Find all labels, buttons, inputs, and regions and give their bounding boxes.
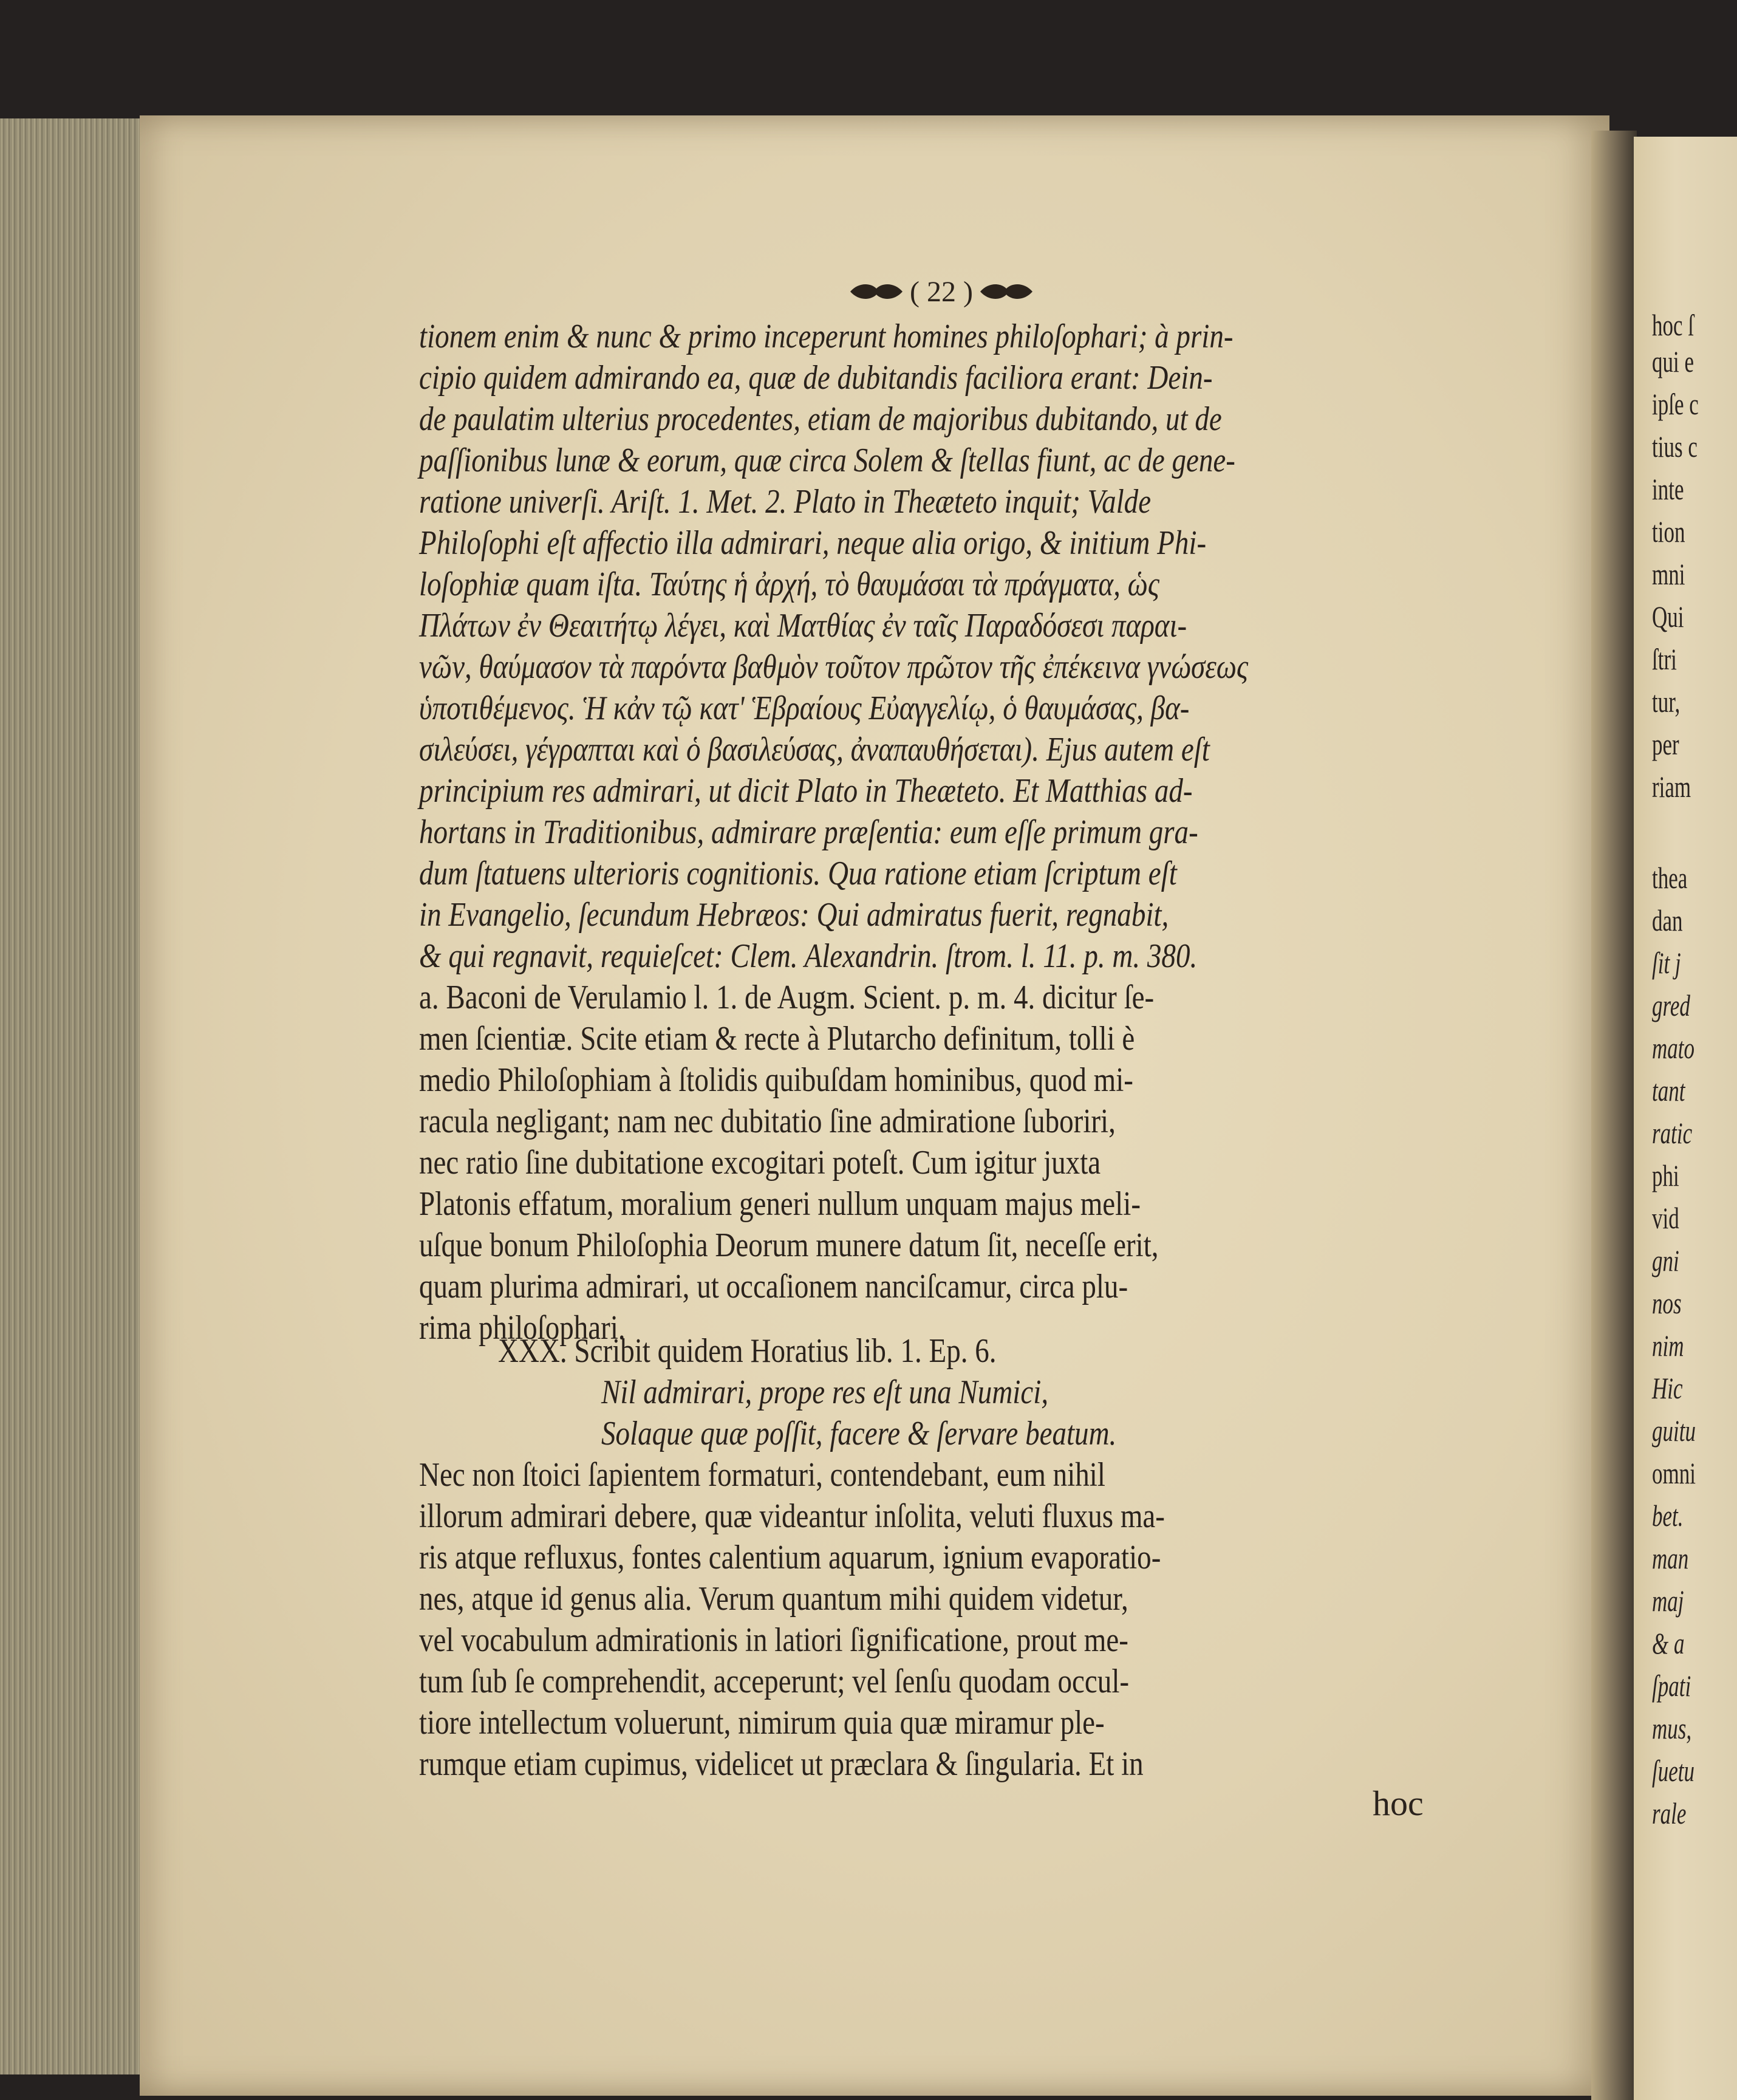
text-line: & qui regnavit, requieſcet: Clem. Alexandrin. ſtrom. l. 11. p. m. 380. <box>419 937 1198 975</box>
text-line: quam plurima admirari, ut occaſionem nanciſcamur, circa plu- <box>419 1268 1128 1305</box>
text-line: rumque etiam cupimus, videlicet ut præclara & ſingularia. Et in <box>419 1745 1144 1783</box>
text-line: men ſcientiæ. Scite etiam & recte à Plutarcho definitum, tolli è <box>419 1020 1135 1058</box>
text-line: Philoſophi eſt affectio illa admirari, neque alia origo, & initium Phi- <box>419 524 1207 562</box>
facing-line: hoc ſ <box>1652 308 1694 342</box>
right-ornament-icon <box>979 281 1034 302</box>
facing-line: riam <box>1652 770 1691 804</box>
greek-line: ὑποτιθέμενος. Ἡ κἀν τῷ κατ' Ἑβραίους Εὐαγγελίῳ, ὁ θαυμάσας, βα- <box>419 689 1190 727</box>
text-line: tum ſub ſe comprehendit, acceperunt; vel ſenſu quodam occul- <box>419 1663 1130 1700</box>
facing-line: ratic <box>1652 1116 1693 1150</box>
text-line: paſſionibus lunæ & eorum, quæ circa Solem & ſtellas fiunt, ac de gene- <box>419 442 1235 479</box>
running-head <box>814 267 1069 316</box>
text-line: dum ſtatuens ulterioris cognitionis. Qua ratione etiam ſcriptum eſt <box>419 855 1177 892</box>
facing-line: thea <box>1652 861 1688 895</box>
facing-line: vid <box>1652 1201 1679 1235</box>
page-edges <box>0 118 148 2074</box>
facing-line: mni <box>1652 557 1685 591</box>
text-line: nec ratio ſine dubitatione excogitari poteſt. Cum igitur juxta <box>419 1144 1101 1182</box>
greek-line: σιλεύσει, γέγραπται καὶ ὁ βασιλεύσας, ἀναπαυθήσεται). Ejus autem eſt <box>419 731 1210 768</box>
text-line: in Evangelio, ſecundum Hebræos: Qui admiratus fuerit, regnabit, <box>419 896 1169 934</box>
catchword: hoc <box>1373 1784 1424 1823</box>
facing-line: nim <box>1652 1329 1684 1363</box>
text-line: medio Philoſophiam à ſtolidis quibuſdam hominibus, quod mi- <box>419 1061 1133 1099</box>
left-ornament-icon <box>849 281 904 302</box>
text-line: cipio quidem admirando ea, quæ de dubitandis faciliora erant: Dein- <box>419 359 1213 397</box>
facing-line: ſtri <box>1652 642 1677 676</box>
facing-line: gred <box>1652 988 1690 1022</box>
right-page-fragment <box>1634 137 1737 2100</box>
text-line: rima philoſophari. <box>419 1309 626 1347</box>
facing-line: tius c <box>1652 429 1698 463</box>
book-gutter <box>1591 131 1637 2100</box>
text-line: Nec non ſtoici ſapientem formaturi, contendebant, eum nihil <box>419 1456 1105 1494</box>
verse-line: Nil admirari, prope res eſt una Numici, <box>601 1373 1049 1411</box>
facing-line: ſuetu <box>1652 1754 1694 1788</box>
facing-line: ſpati <box>1652 1669 1691 1703</box>
facing-line: guitu <box>1652 1414 1696 1448</box>
text-line: loſophiæ quam iſta. Ταύτης ἡ ἀρχή, τὸ θαυμάσαι τὰ πράγματα, ὡς <box>419 566 1159 603</box>
facing-line: phi <box>1652 1158 1679 1192</box>
facing-line: tant <box>1652 1073 1685 1107</box>
greek-line: Πλάτων ἐν Θεαιτήτῳ λέγει, καὶ Ματθίας ἐν ταῖς Παραδόσεσι παραι- <box>419 607 1187 645</box>
text-line: a. Baconi de Verulamio l. 1. de Augm. Scient. p. m. 4. dicitur ſe- <box>419 979 1155 1016</box>
text-line: vel vocabulum admirationis in latiori ſignificatione, prout me- <box>419 1621 1128 1659</box>
facing-line: & a <box>1652 1626 1685 1660</box>
text-line: nes, atque id genus alia. Verum quantum mihi quidem videtur, <box>419 1580 1128 1618</box>
verse-line: Solaque quæ poſſit, facere & ſervare beatum. <box>601 1415 1117 1452</box>
page-number-wrap: ( 22 ) <box>910 275 973 308</box>
text-line: tiore intellectum voluerunt, nimirum quia quæ miramur ple- <box>419 1704 1105 1742</box>
facing-line: rale <box>1652 1796 1687 1830</box>
facing-line: bet. <box>1652 1499 1684 1533</box>
text-line: ris atque refluxus, fontes calentium aquarum, ignium evaporatio- <box>419 1539 1161 1576</box>
facing-line: ſit j <box>1652 946 1681 980</box>
text-line: de paulatim ulterius procedentes, etiam de majoribus dubitando, ut de <box>419 400 1222 438</box>
facing-line: mus, <box>1652 1711 1692 1745</box>
text-line: Platonis effatum, moralium generi nullum unquam majus meli- <box>419 1185 1141 1223</box>
facing-line: ipſe c <box>1652 387 1699 421</box>
text-line: illorum admirari debere, quæ videantur inſolita, veluti fluxus ma- <box>419 1497 1165 1535</box>
text-line: principium res admirari, ut dicit Plato in Theæteto. Et Matthias ad- <box>419 772 1193 810</box>
text-line: hortans in Traditionibus, admirare præſentia: eum eſſe primum gra- <box>419 813 1198 851</box>
facing-line: mato <box>1652 1031 1694 1065</box>
facing-line: per <box>1652 727 1679 761</box>
facing-line: gni <box>1652 1243 1679 1277</box>
facing-line: man <box>1652 1541 1689 1575</box>
section-heading: XXX. Scribit quidem Horatius lib. 1. Ep. 6. <box>498 1332 997 1370</box>
text-line: ratione univerſi. Ariſt. 1. Met. 2. Plato in Theæteto inquit; Valde <box>419 483 1152 521</box>
page-number: 22 <box>927 275 956 308</box>
text-line: uſque bonum Philoſophia Deorum munere datum ſit, neceſſe erit, <box>419 1226 1159 1264</box>
greek-line: νῶν, θαύμασον τὰ παρόντα βαθμὸν τοῦτον πρῶτον τῆς ἐπέκεινα γνώσεως <box>419 648 1249 686</box>
facing-line: qui e <box>1652 344 1694 378</box>
facing-line: tion <box>1652 515 1685 549</box>
facing-line: dan <box>1652 903 1683 937</box>
text-line: racula negligant; nam nec dubitatio ſine admiratione ſuboriri, <box>419 1103 1116 1140</box>
facing-line: inte <box>1652 472 1684 506</box>
facing-line: Qui <box>1652 600 1684 634</box>
facing-line: maj <box>1652 1584 1684 1618</box>
facing-line: omni <box>1652 1456 1696 1490</box>
facing-line: tur, <box>1652 685 1681 719</box>
facing-line: Hic <box>1652 1371 1683 1405</box>
facing-line: nos <box>1652 1286 1682 1320</box>
text-line: tionem enim & nunc & primo inceperunt homines philoſophari; à prin- <box>419 318 1234 355</box>
